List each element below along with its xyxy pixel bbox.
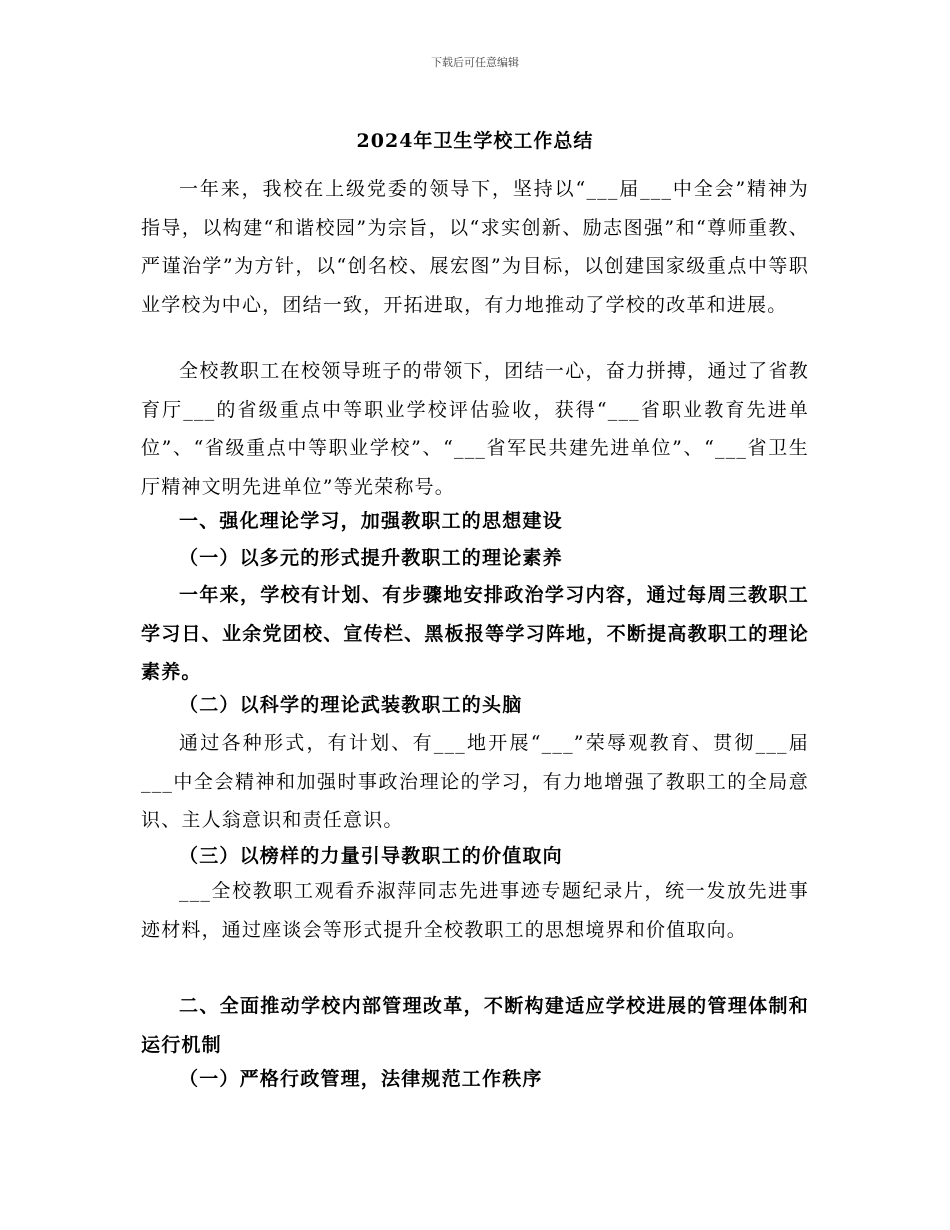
subsection-heading-1-3: （三）以榜样的力量引导教职工的价值取向 bbox=[179, 845, 563, 867]
section-heading-1: 一、强化理论学习，加强教职工的思想建设 bbox=[179, 510, 563, 532]
paragraph-theory-study: 通过各种形式，有计划、有___地开展“___”荣辱观教育、贯彻___届___中全会精神和加强时事政治理论的学习，有力地增强了教职工的全局意识、主人翁意识和责任意识。 bbox=[141, 732, 809, 831]
header-note: 下载后可任意编辑 bbox=[431, 56, 519, 69]
section-heading-2: 二、全面推动学校内部管理改革，不断构建适应学校进展的管理体制和运行机制 bbox=[141, 995, 809, 1056]
subsection-heading-1-2: （二）以科学的理论武装教职工的头脑 bbox=[179, 694, 523, 716]
paragraph-role-model: ___全校教职工观看乔淑萍同志先进事迹专题纪录片，统一发放先进事迹材料，通过座谈会等形式提升全校教职工的思想境界和价值取向。 bbox=[141, 880, 809, 941]
paragraph-intro: 一年来，我校在上级党委的领导下，坚持以“___届___中全会”精神为指导，以构建“和谐校园”为宗旨，以“求实创新、励志图强”和“尊师重教、严谨治学”为方针，以“创名校、展宏图”为目标，以创建国家级重点中等职业学校为中心，团结一致，开拓进取，有力地推动了学校的改革和进展。 bbox=[141, 178, 809, 316]
subsection-heading-1-1: （一）以多元的形式提升教职工的理论素养 bbox=[179, 547, 563, 569]
subsection-heading-2-1: （一）严格行政管理，法律规范工作秩序 bbox=[179, 1068, 543, 1090]
document-title: 2024年卫生学校工作总结 bbox=[356, 130, 594, 152]
paragraph-political-study: 一年来，学校有计划、有步骤地安排政治学习内容，通过每周三教职工学习日、业余党团校、宣传栏、黑板报等学习阵地，不断提高教职工的理论素养。 bbox=[141, 584, 809, 683]
paragraph-honors: 全校教职工在校领导班子的带领下，团结一心，奋力拼搏，通过了省教育厅___的省级重点中等职业学校评估验收，获得“___省职业教育先进单位”、“省级重点中等职业学校”、“___省军民共建先进单位”、“___省卫生厅精神文明先进单位”等光荣称号。 bbox=[141, 360, 809, 498]
